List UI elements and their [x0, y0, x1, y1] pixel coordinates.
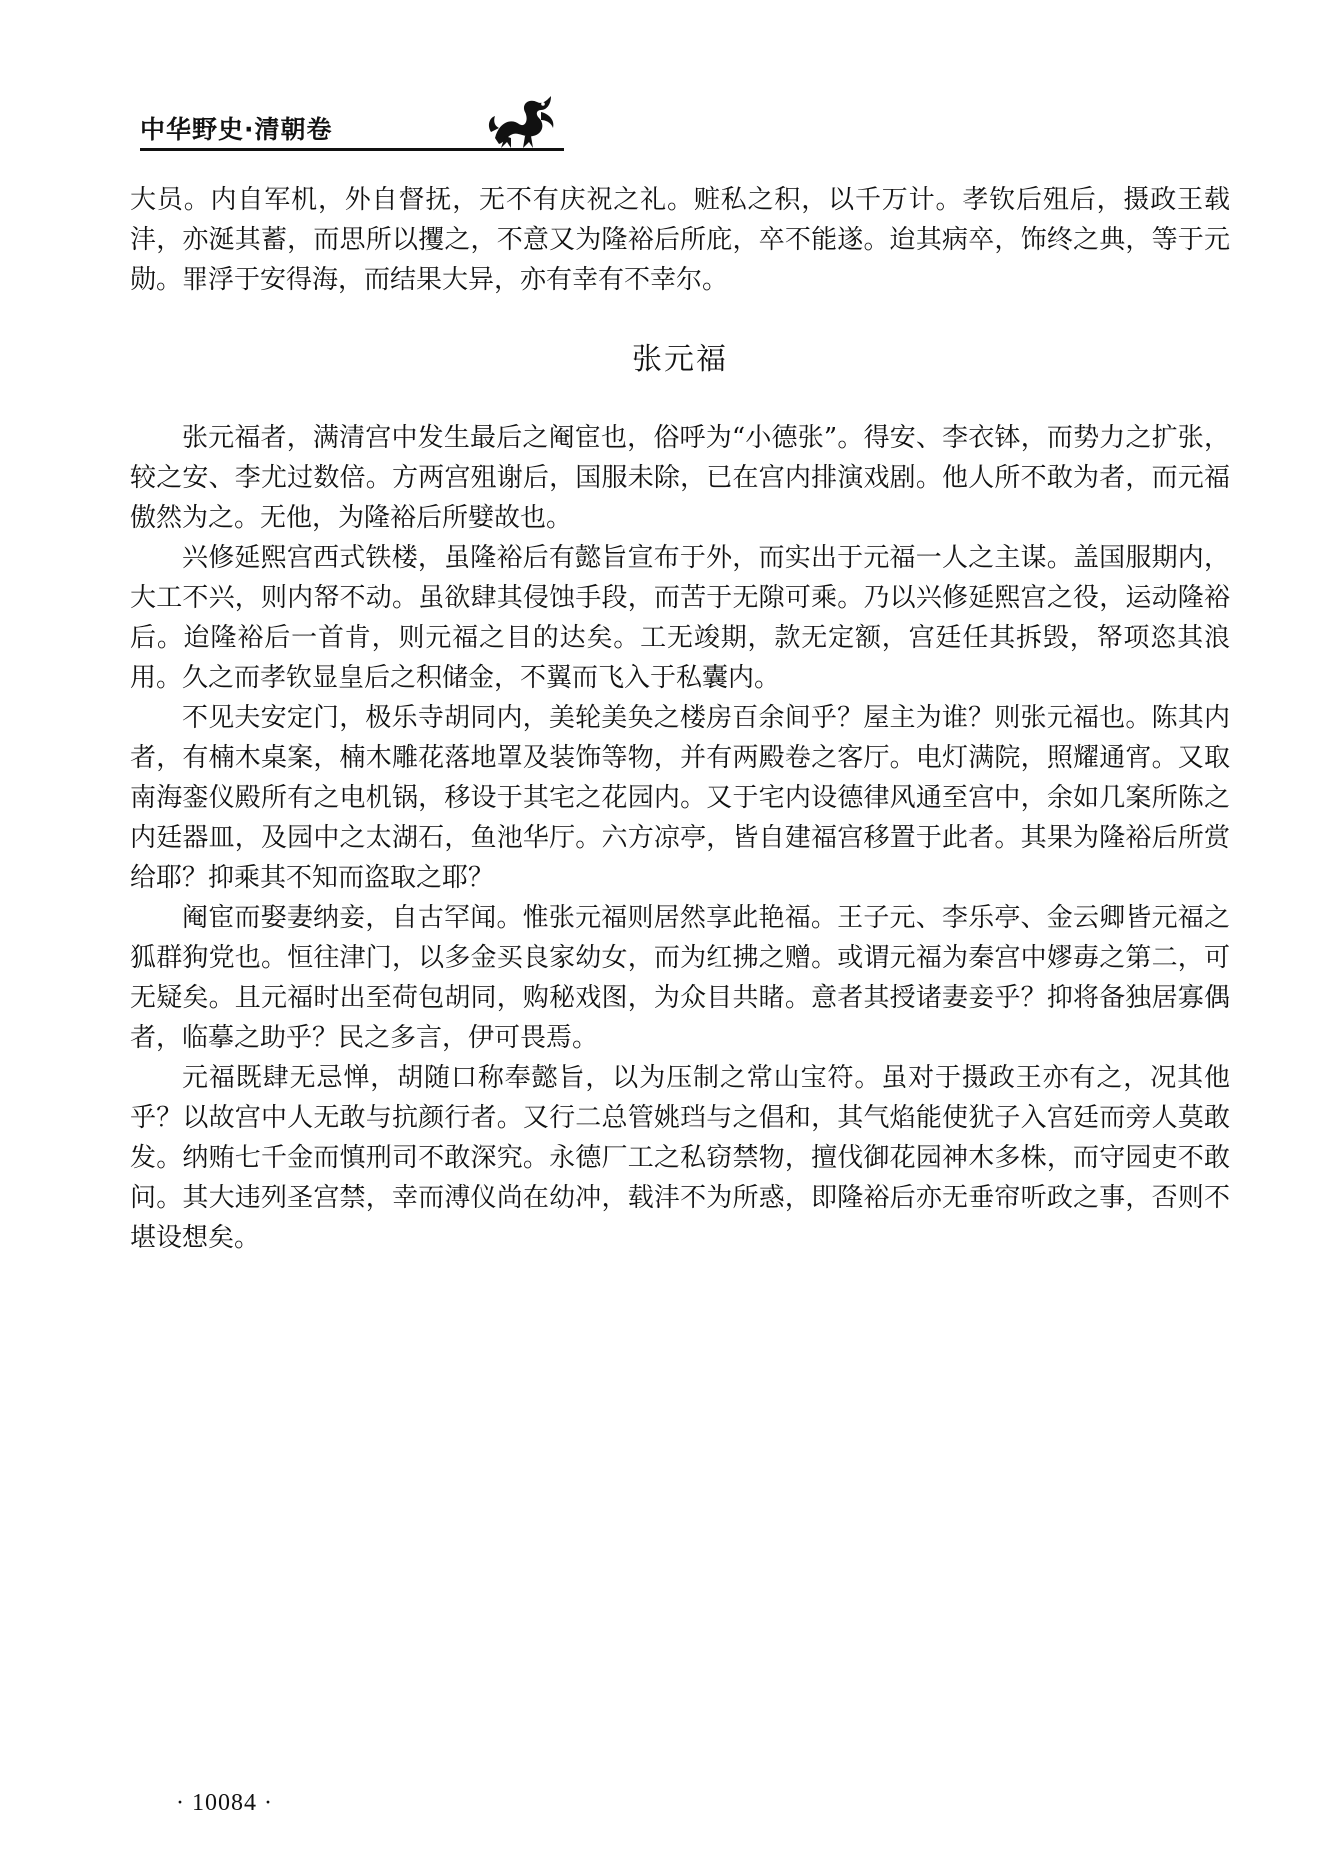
- paragraph: 元福既肆无忌惮，胡随口称奉懿旨，以为压制之常山宝符。虽对于摄政王亦有之，况其他乎？以故宫中人无敢与抗颜行者。又行二总管姚珰与之倡和，其气焰能使犹子入宫廷而旁人莫敢发。纳贿七千金而慎刑司不敢深究。永德厂工之私窃禁物，擅伐御花园神木多株，而守园吏不敢问。其大违列圣宫禁，幸而溥仪尚在幼冲，载沣不为所惑，即隆裕后亦无垂帘听政之事，否则不堪设想矣。: [130, 1063, 1230, 1253]
- page-number: · 10084 ·: [176, 1790, 273, 1816]
- dragon-icon: [485, 92, 561, 150]
- paragraph: 兴修延熙宫西式铁楼，虽隆裕后有懿旨宣布于外，而实出于元福一人之主谋。盖国服期内，大工不兴，则内帑不动。虽欲肆其侵蚀手段，而苦于无隙可乘。乃以兴修延熙宫之役，运动隆裕后。迨隆裕后一首肯，则元福之目的达矣。工无竣期，款无定额，宫廷任其拆毁，帑项恣其浪用。久之而孝钦显皇后之积储金，不翼而飞入于私囊内。: [130, 543, 1230, 693]
- continuation-paragraph: 大员。内自军机，外自督抚，无不有庆祝之礼。赃私之积，以千万计。孝钦后殂后，摄政王载沣，亦涎其蓄，而思所以攫之，不意又为隆裕后所庇，卒不能遂。迨其病卒，饰终之典，等于元勋。罪浮于安得海，而结果大异，亦有幸有不幸尔。: [130, 185, 1230, 295]
- paragraph: 不见夫安定门，极乐寺胡同内，美轮美奂之楼房百余间乎？屋主为谁？则张元福也。陈其内者，有楠木桌案，楠木雕花落地罩及装饰等物，并有两殿卷之客厅。电灯满院，照耀通宵。又取南海銮仪殿所有之电机锅，移设于其宅之花园内。又于宅内设德律风通至宫中，余如几案所陈之内廷器皿，及园中之太湖石，鱼池华厅。六方凉亭，皆自建福宫移置于此者。其果为隆裕后所赏给耶？抑乘其不知而盗取之耶？: [130, 703, 1230, 893]
- running-title: 中华野史·清朝卷: [140, 115, 333, 144]
- header-rule: [140, 148, 564, 151]
- paragraph: 张元福者，满清宫中发生最后之阉宦也，俗呼为“小德张”。得安、李衣钵，而势力之扩张，较之安、李尤过数倍。方两宫殂谢后，国服未除，已在宫内排演戏剧。他人所不敢为者，而元福傲然为之。无他，为隆裕后所嬖故也。: [130, 423, 1230, 533]
- section-title: 张元福: [632, 342, 728, 377]
- body-text: [130, 180, 1230, 1258]
- page-header: [140, 92, 1232, 156]
- paragraph: 阉宦而娶妻纳妾，自古罕闻。惟张元福则居然享此艳福。王子元、李乐亭、金云卿皆元福之狐群狗党也。恒往津门，以多金买良家幼女，而为红拂之赠。或谓元福为秦宫中嫪毐之第二，可无疑矣。且元福时出至荷包胡同，购秘戏图，为众目共睹。意者其授诸妻妾乎？抑将备独居寡偶者，临摹之助乎？民之多言，伊可畏焉。: [130, 903, 1230, 1053]
